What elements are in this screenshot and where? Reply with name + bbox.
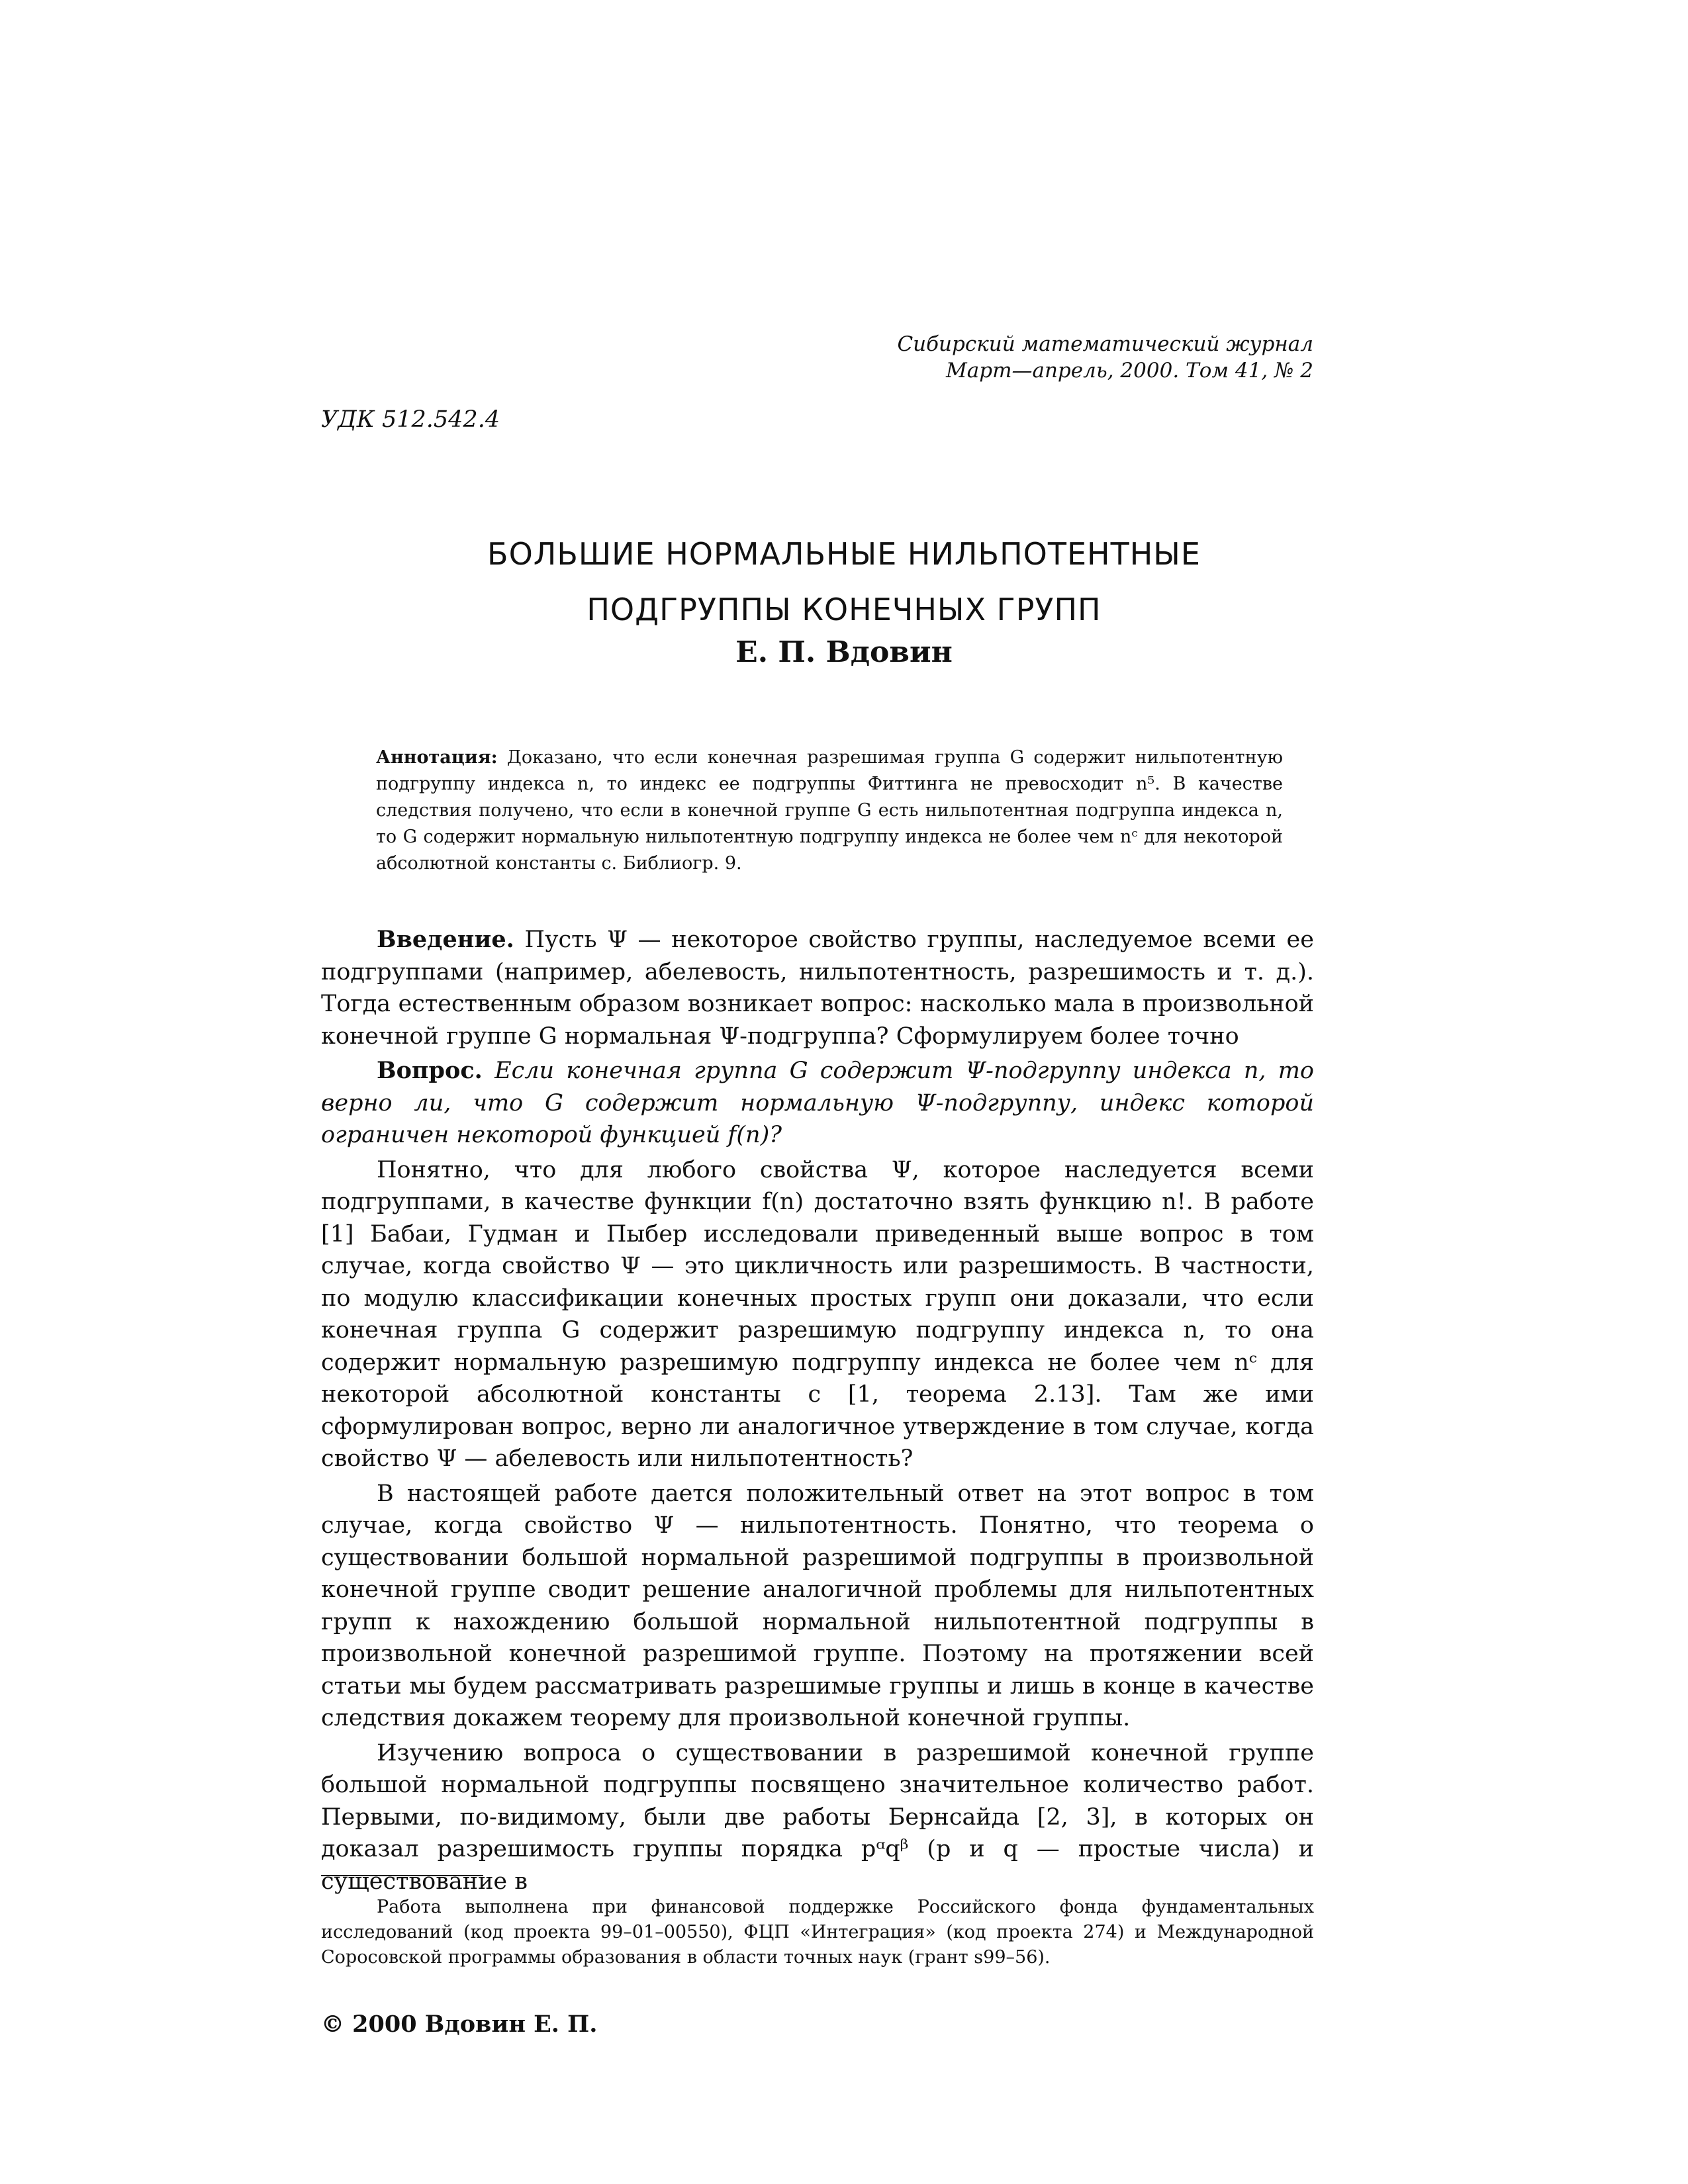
title-line-2: ПОДГРУППЫ КОНЕЧНЫХ ГРУПП: [586, 592, 1102, 627]
abstract: [376, 745, 1283, 877]
paragraph-3: Изучению вопроса о существовании в разрешимой конечной группе большой нормальной подгруппы посвящено значительное количество работ. Первыми, по-видимому, были две работы Бернсайда [2, 3], в которых он доказал разрешимость группы порядка pᵅqᵝ (p и q — простые числа) и существование в: [321, 1739, 1314, 1895]
question-text: Если конечная группа G содержит Ψ-подгруппу индекса n, то верно ли, что G содержит нормальную Ψ-подгруппу, индекс которой ограничен некоторой функцией f(n)?: [321, 1058, 1314, 1148]
journal-header: [897, 331, 1313, 384]
funding-footnote: Работа выполнена при финансовой поддержке Российского фонда фундаментальных исследований (код проекта 99–01–00550), ФЦП «Интеграция» (код проекта 274) и Международной Соросовской программы образования в области точных наук (грант s99–56).: [321, 1897, 1314, 1968]
copyright-notice: © 2000 Вдовин Е. П.: [321, 2011, 598, 2038]
question-paragraph: [321, 1055, 1314, 1152]
udc-code: УДК 512.542.4: [321, 406, 500, 433]
journal-issue: Март—апрель, 2000. Том 41, № 2: [946, 359, 1313, 383]
paragraph-1: Понятно, что для любого свойства Ψ, которое наследуется всеми подгруппами, в качестве функции f(n) достаточно взять функцию n!. В работе [1] Бабаи, Гудман и Пыбер исследовали приведенный выше вопрос в том случае, когда свойство Ψ — это цикличность или разрешимость. В частности, по модулю классификации конечных простых групп они доказали, что если конечная группа G содержит разрешимую подгруппу индекса n, то она содержит нормальную разрешимую подгруппу индекса не более чем nᶜ для некоторой абсолютной константы c [1, теорема 2.13]. Там же ими сформулирован вопрос, верно ли аналогичное утверждение в том случае, когда свойство Ψ — абелевость или нильпотентность?: [321, 1156, 1314, 1472]
question-label: Вопрос.: [377, 1057, 483, 1084]
abstract-label: Аннотация:: [376, 747, 498, 768]
intro-label: Введение.: [377, 926, 514, 953]
title-line-1: БОЛЬШИЕ НОРМАЛЬНЫЕ НИЛЬПОТЕНТНЫЕ: [487, 536, 1201, 572]
journal-name: Сибирский математический журнал: [897, 332, 1313, 356]
paragraph-2: В настоящей работе дается положительный ответ на этот вопрос в том случае, когда свойство Ψ — нильпотентность. Понятно, что теорема о существовании большой нормальной разрешимой подгруппы в произвольной конечной группе сводит решение аналогичной проблемы для нильпотентных групп к нахождению большой нормальной нильпотентной подгруппы в произвольной конечной разрешимой группе. Поэтому на протяжении всей статьи мы будем рассматривать разрешимые группы и лишь в конце в качестве следствия докажем теорему для произвольной конечной группы.: [321, 1480, 1314, 1731]
paper-title: [321, 526, 1367, 637]
article-body: [321, 924, 1314, 1900]
footnote-divider: [321, 1875, 483, 1876]
intro-text: Пусть Ψ — некоторое свойство группы, наследуемое всеми ее подгруппами (например, абелевость, нильпотентность, разрешимость и т. д.). Тогда естественным образом возникает вопрос: насколько мала в произвольной конечной группе G нормальная Ψ-подгруппа? Сформулируем более точно: [321, 927, 1314, 1050]
author-name: Е. П. Вдовин: [735, 635, 953, 669]
intro-paragraph: [321, 924, 1314, 1052]
abstract-text: Доказано, что если конечная разрешимая группа G содержит нильпотентную подгруппу индекса n, то индекс ее подгруппы Фиттинга не превосходит n⁵. В качестве следствия получено, что если в конечной группе G есть нильпотентная подгруппа индекса n, то G содержит нормальную нильпотентную подгруппу индекса не более чем nᶜ для некоторой абсолютной константы c. Библиогр. 9.: [376, 747, 1283, 874]
